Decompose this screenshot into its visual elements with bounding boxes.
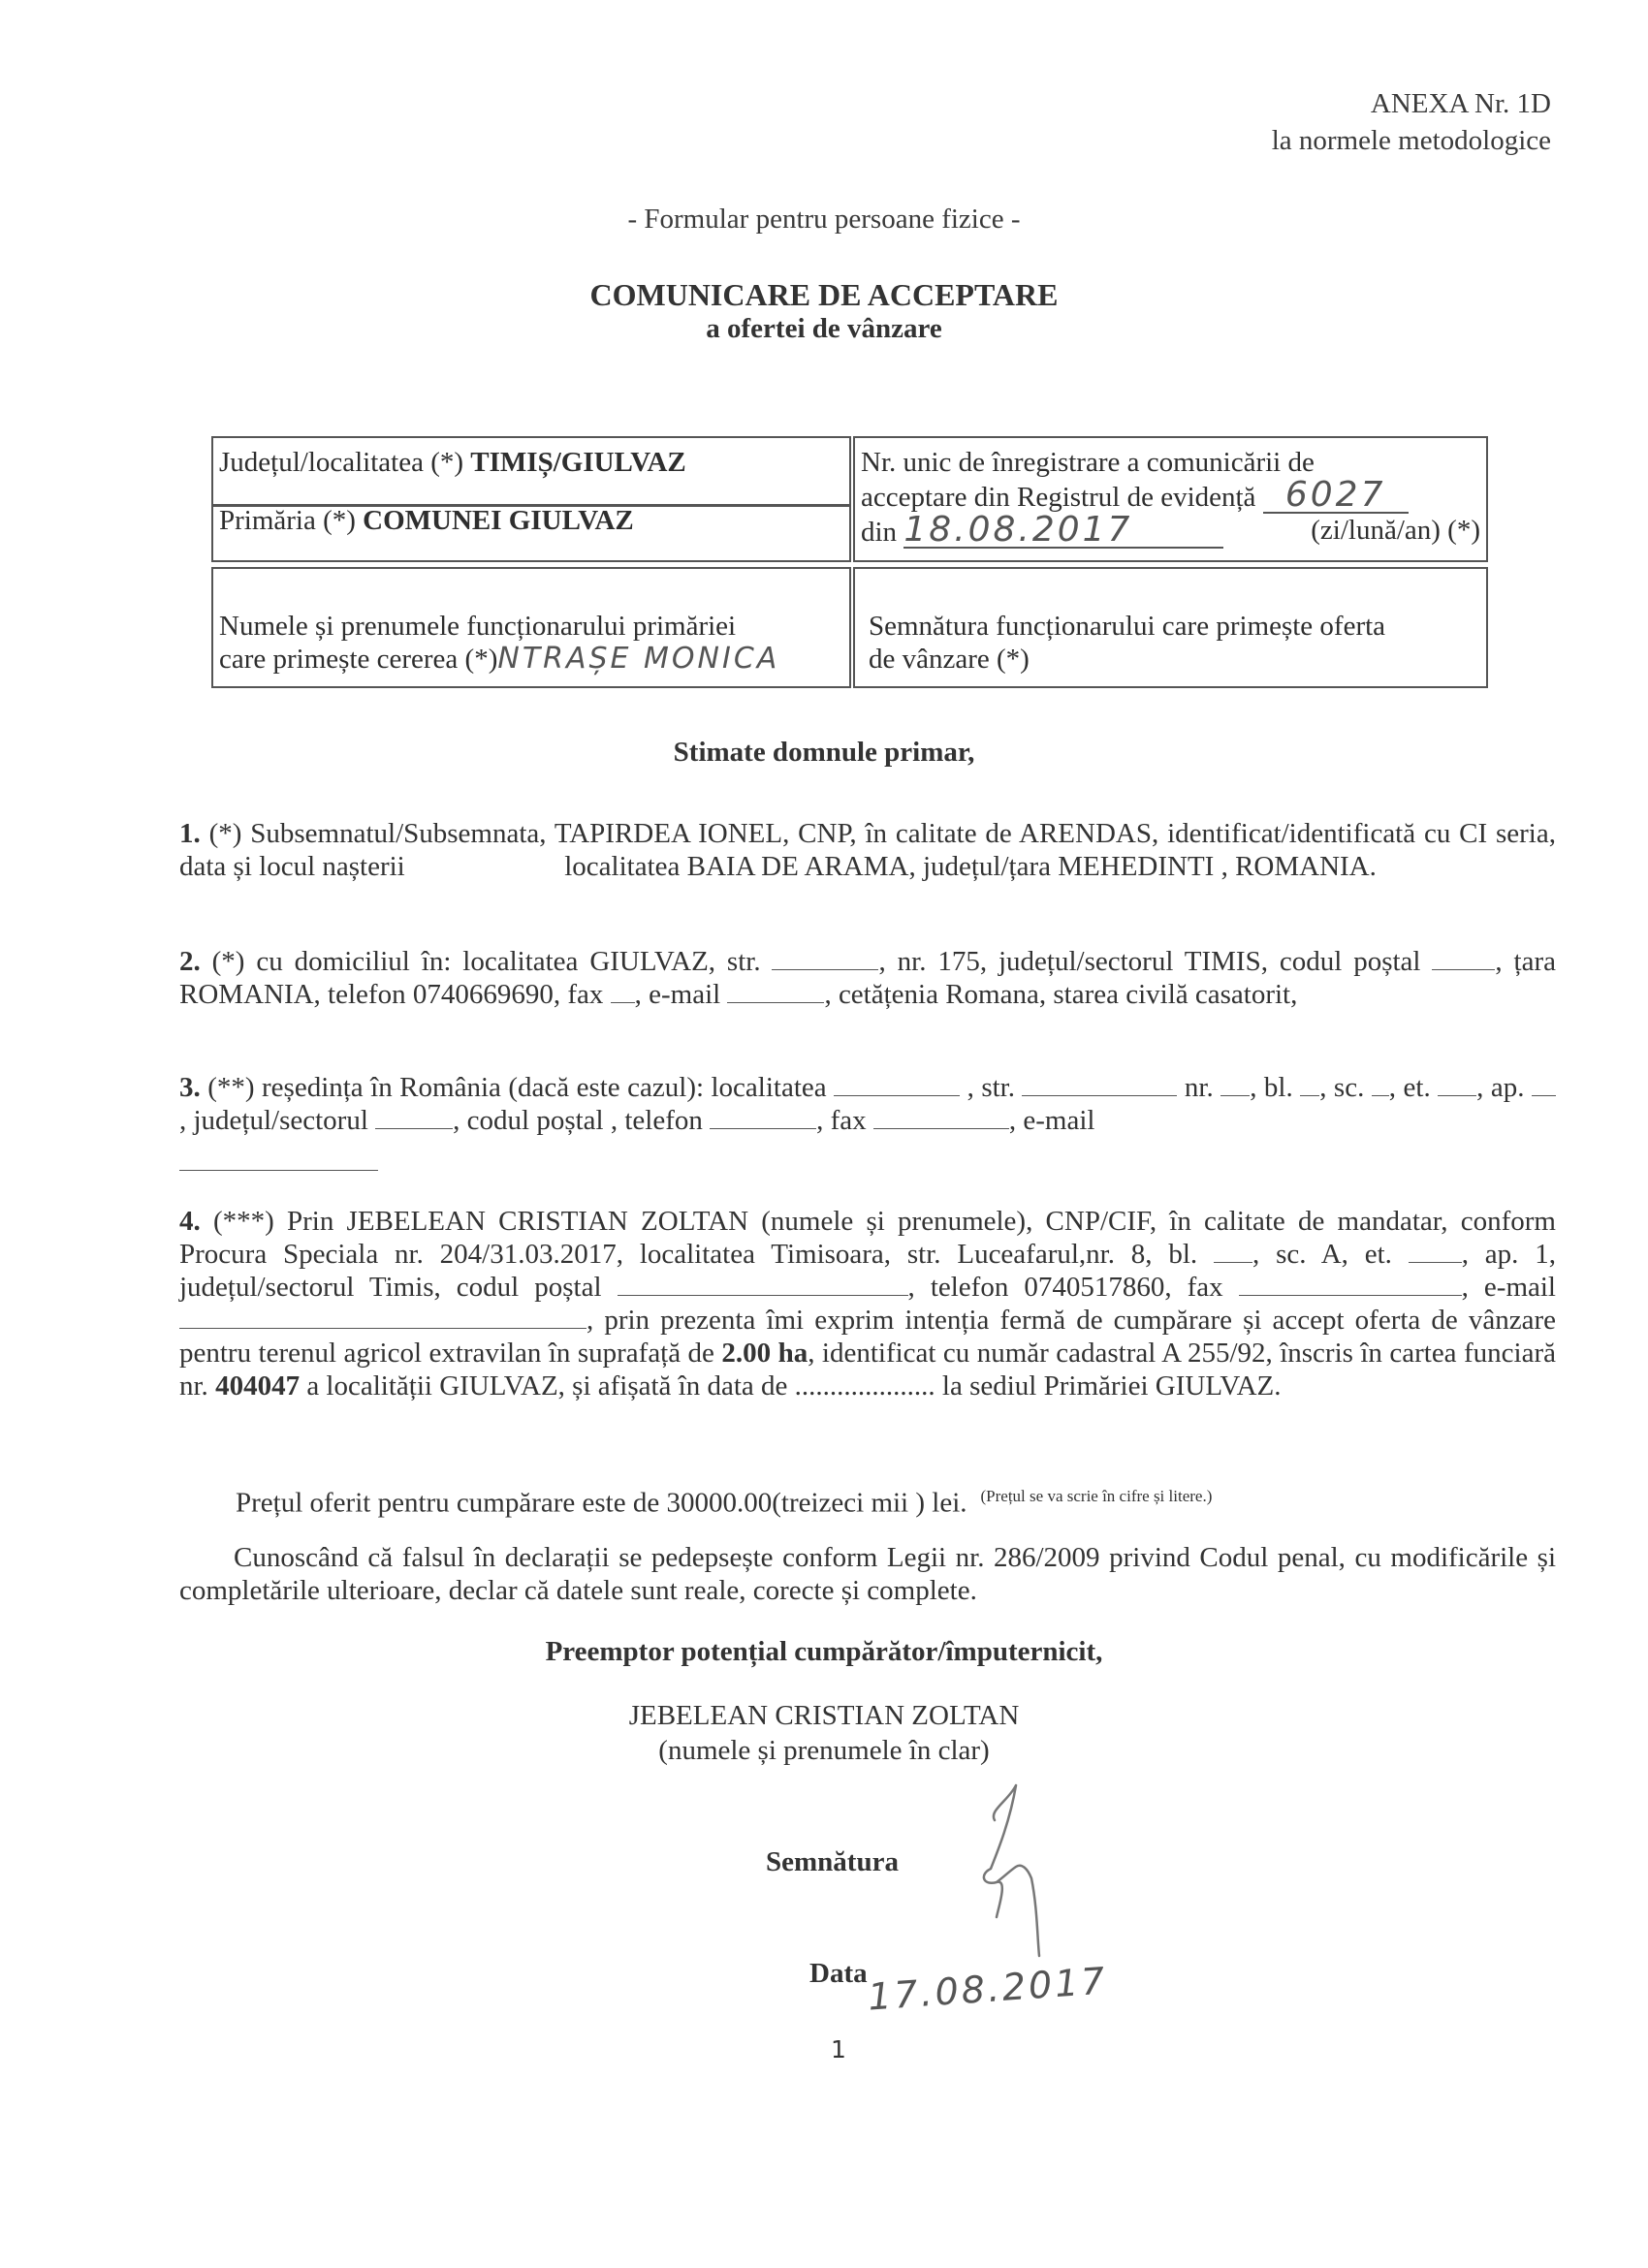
section-2-number: 2.: [179, 946, 201, 977]
salutation: Stimate domnule primar,: [673, 737, 975, 768]
residence-fax-blank: [873, 1105, 1009, 1129]
residence-email-blank: [179, 1147, 378, 1171]
section-2: 2. (*) cu domiciliul în: localitatea GIULVAZ, str. , nr. 175, județul/sectorul TIMIS, codul poștal , țara ROMANIA, telefon 0740669690, fax , e-mail , cetățenia Romana, starea civilă casatorit,: [179, 946, 1557, 1010]
proxy-email-blank: [179, 1305, 586, 1329]
registration-cell: [853, 436, 1488, 562]
county-label: Județul/localitatea (*): [219, 447, 471, 478]
annex-header: [1272, 85, 1551, 159]
registration-line-3: din 18.08.2017 (zi/lună/an) (*): [861, 510, 1480, 550]
signatory-name: JEBELEAN CRISTIAN ZOLTAN: [628, 1700, 1020, 1731]
price-line: [179, 1480, 1556, 1520]
price-text: Prețul oferit pentru cumpărare este de 30000.00(treizeci mii ) lei.: [236, 1487, 967, 1519]
signatory-title: Preemptor potențial cumpărător/împuternicit,: [545, 1636, 1103, 1667]
residence-ap-blank: [1532, 1072, 1556, 1096]
residence-bl-blank: [1300, 1072, 1319, 1096]
clerk-sign-label-1: Semnătura funcționarului care primește oferta: [869, 611, 1386, 642]
postal-code-blank: [1432, 946, 1495, 970]
signature-label: Semnătura: [766, 1846, 899, 1877]
price-note: (Prețul se va scrie în cifre și litere.): [980, 1487, 1213, 1505]
registration-line-2: acceptare din Registrul de evidență 6027: [861, 479, 1480, 514]
signatory-name-note: (numele și prenumele în clar): [658, 1735, 990, 1766]
land-book-number: 404047: [215, 1370, 301, 1402]
residence-sc-blank: [1372, 1072, 1389, 1096]
date-handwritten: 17.08.2017: [866, 1959, 1109, 2019]
proxy-postal-blank: [618, 1272, 908, 1296]
section-3-number: 3.: [179, 1072, 201, 1103]
town-hall-value: COMUNEI GIULVAZ: [363, 505, 634, 536]
town-hall-label: Primăria (*): [219, 505, 364, 536]
document-title: COMUNICARE DE ACCEPTARE: [589, 277, 1059, 312]
residence-phone-blank: [710, 1105, 816, 1129]
section-1-number: 1.: [179, 818, 201, 849]
residence-et-blank: [1438, 1072, 1476, 1096]
registration-date-handwritten: 18.08.2017: [903, 514, 1223, 549]
proxy-fax-blank: [1239, 1272, 1462, 1296]
page-number: 1: [831, 2035, 846, 2063]
annex-number: ANEXA Nr. 1D: [1370, 88, 1551, 119]
town-hall-cell: [211, 504, 851, 562]
section-3: 3. (**) reședința în România (dacă este cazul): localitatea , str. nr. , bl. , sc. , et. , ap. , județul/sectorul , codul poștal , telefon , fax , e-mail: [179, 1071, 1556, 1179]
section-1: 1. (*) Subsemnatul/Subsemnata, TAPIRDEA IONEL, CNP, în calitate de ARENDAS, identificat/identificată cu CI seria, data și locul nașterii localitatea BAIA DE ARAMA, județul/țara MEHEDINTI , ROMANIA.: [179, 818, 1556, 882]
form-type: - Formular pentru persoane fizice -: [627, 204, 1021, 235]
clerk-signature-cell: [853, 567, 1488, 688]
email-blank: [727, 979, 824, 1003]
declaration: Cunoscând că falsul în declarații se pedepsește conform Legii nr. 286/2009 privind Codul penal, cu modificările și completările ulterioare, declar că datele sunt reale, corecte și complete.: [179, 1542, 1556, 1606]
residence-street-blank: [1022, 1072, 1177, 1096]
signatory-name-block: [0, 1698, 1648, 1768]
land-area: 2.00 ha: [721, 1338, 808, 1369]
residence-county-blank: [375, 1105, 453, 1129]
document-subtitle: a ofertei de vânzare: [706, 313, 942, 344]
registration-line-1: Nr. unic de înregistrare a comunicării de: [861, 447, 1315, 478]
fax-blank: [611, 979, 635, 1003]
street-blank: [772, 946, 878, 970]
clerk-sign-label-2: de vânzare (*): [869, 644, 1030, 675]
proxy-bl-blank: [1214, 1239, 1252, 1263]
clerk-name-cell: [211, 567, 851, 688]
handwritten-signature: [940, 1781, 1057, 1975]
section-4-number: 4.: [179, 1206, 201, 1237]
clerk-label-line-2: care primește cererea (*)NTRAȘE MONICA: [219, 642, 780, 676]
county-value: TIMIȘ/GIULVAZ: [470, 447, 686, 478]
posting-date-dots: ....................: [794, 1370, 935, 1402]
clerk-label-line-1: Numele și prenumele funcționarului primăriei: [219, 611, 737, 642]
residence-locality-blank: [834, 1072, 960, 1096]
section-4: 4. (***) Prin JEBELEAN CRISTIAN ZOLTAN (numele și prenumele), CNP/CIF, în calitate de mandatar, conform Procura Speciala nr. 204/31.03.2017, localitatea Timisoara, str. Luceafarul,nr. 8, bl. , sc. A, et. , ap. 1, județul/sectorul Timis, codul poștal , telefon 0740517860, fax , e-mail , prin prezenta îmi exprim intenția fermă de cumpărare și accept oferta de vânzare pentru terenul agricol extravilan în suprafață de 2.00 ha, identificat cu număr cadastral A 255/92, înscris în cartea funciară nr. 404047 a localității GIULVAZ, și afișată în data de .................... la sediul Primăriei GIULVAZ.: [179, 1206, 1556, 1402]
proxy-et-blank: [1409, 1239, 1462, 1263]
redacted-birth-info: [412, 856, 557, 881]
clerk-name-handwritten: NTRAȘE MONICA: [497, 642, 780, 676]
county-cell: [211, 436, 851, 507]
annex-subtitle: la normele metodologice: [1271, 125, 1551, 156]
residence-nr-blank: [1220, 1072, 1250, 1096]
date-label: Data: [809, 1958, 868, 1989]
registration-number-handwritten: 6027: [1263, 479, 1409, 514]
date-format-hint: (zi/lună/an) (*): [1311, 515, 1480, 546]
